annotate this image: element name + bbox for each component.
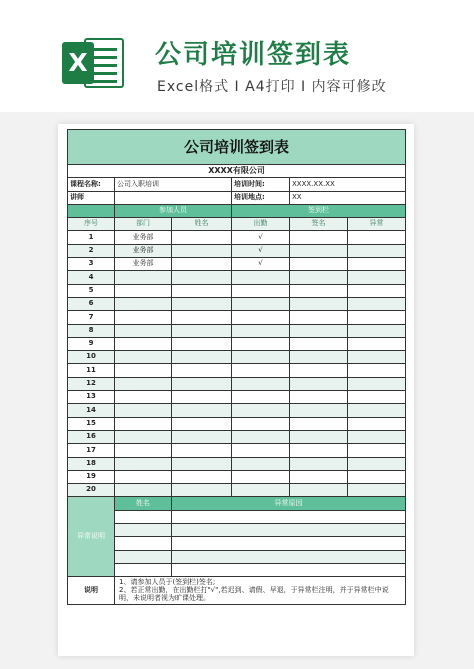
abnormal-row: [68, 537, 406, 550]
lecturer-value[interactable]: [115, 191, 232, 204]
note-line-2: 2、若正常出勤，在出勤栏打"√",若迟到、请假、早退，于异常栏注明，并于异常栏中说明，未说明者视为旷课处理。: [119, 585, 389, 602]
attendance-row: [68, 430, 406, 443]
attendance-row: [68, 351, 406, 364]
row-attend[interactable]: [232, 297, 290, 310]
row-sign[interactable]: [290, 377, 348, 390]
row-attend[interactable]: [232, 430, 290, 443]
row-number: 11: [68, 364, 115, 377]
row-name[interactable]: [172, 337, 232, 350]
abnormal-reason-cell[interactable]: [172, 510, 406, 523]
abnormal-header-row: [68, 497, 406, 510]
row-attend[interactable]: [232, 337, 290, 350]
row-dept[interactable]: [115, 391, 172, 404]
row-sign[interactable]: [290, 391, 348, 404]
abnormal-reason-cell[interactable]: [172, 563, 406, 576]
row-attend[interactable]: √: [232, 231, 290, 244]
attendance-row: [68, 337, 406, 350]
col-no-header: 序号: [68, 218, 115, 231]
row-dept[interactable]: [115, 484, 172, 497]
row-number: 20: [68, 484, 115, 497]
row-dept[interactable]: [115, 284, 172, 297]
row-attend[interactable]: √: [232, 258, 290, 271]
row-abnormal[interactable]: [348, 364, 406, 377]
banner-title: 公司培训签到表: [155, 40, 352, 70]
abnormal-row: [68, 510, 406, 523]
row-attend[interactable]: [232, 404, 290, 417]
row-attend[interactable]: [232, 444, 290, 457]
attendance-row: [68, 444, 406, 457]
row-sign[interactable]: [290, 404, 348, 417]
row-name[interactable]: [172, 391, 232, 404]
abnormal-col-name: 姓名: [115, 497, 172, 510]
row-sign[interactable]: [290, 351, 348, 364]
row-name[interactable]: [172, 231, 232, 244]
row-attend[interactable]: [232, 351, 290, 364]
excel-icon: [62, 36, 124, 90]
company-name: XXXX有限公司: [68, 165, 406, 178]
row-attend[interactable]: [232, 271, 290, 284]
place-value[interactable]: XX: [290, 191, 406, 204]
attendance-row: [68, 391, 406, 404]
row-abnormal[interactable]: [348, 297, 406, 310]
row-number: 9: [68, 337, 115, 350]
row-number: 10: [68, 351, 115, 364]
row-abnormal[interactable]: [348, 470, 406, 483]
row-name[interactable]: [172, 364, 232, 377]
abnormal-reason-cell[interactable]: [172, 537, 406, 550]
col-name-header: 姓名: [172, 218, 232, 231]
note-content: [115, 577, 406, 605]
attendance-row: [68, 311, 406, 324]
row-abnormal[interactable]: [348, 430, 406, 443]
row-sign[interactable]: [290, 470, 348, 483]
row-attend[interactable]: [232, 417, 290, 430]
row-dept[interactable]: [115, 297, 172, 310]
row-abnormal[interactable]: [348, 258, 406, 271]
time-label: 培训时间:: [232, 178, 290, 191]
attendance-row: [68, 404, 406, 417]
row-sign[interactable]: [290, 311, 348, 324]
abnormal-name-cell[interactable]: [115, 537, 172, 550]
row-attend[interactable]: [232, 457, 290, 470]
form-title: 公司培训签到表: [68, 130, 406, 165]
row-name[interactable]: [172, 457, 232, 470]
row-name[interactable]: [172, 444, 232, 457]
row-name[interactable]: [172, 244, 232, 257]
lecturer-label: 讲师: [68, 191, 115, 204]
row-attend[interactable]: [232, 364, 290, 377]
row-sign[interactable]: [290, 457, 348, 470]
row-number: 15: [68, 417, 115, 430]
attendance-row: [68, 231, 406, 244]
row-number: 17: [68, 444, 115, 457]
row-dept[interactable]: [115, 311, 172, 324]
attendance-row: [68, 324, 406, 337]
row-number: 18: [68, 457, 115, 470]
row-sign[interactable]: [290, 258, 348, 271]
row-number: 12: [68, 377, 115, 390]
row-abnormal[interactable]: [348, 417, 406, 430]
row-dept[interactable]: [115, 457, 172, 470]
abnormal-name-cell[interactable]: [115, 524, 172, 537]
row-number: 16: [68, 430, 115, 443]
row-sign[interactable]: [290, 231, 348, 244]
attendance-row: [68, 244, 406, 257]
abnormal-row: [68, 550, 406, 563]
abnormal-col-reason: 异常原因: [172, 497, 406, 510]
row-number: 1: [68, 231, 115, 244]
row-sign[interactable]: [290, 284, 348, 297]
row-dept[interactable]: [115, 430, 172, 443]
row-dept[interactable]: [115, 404, 172, 417]
attendance-row: [68, 470, 406, 483]
attendance-row: [68, 457, 406, 470]
row-abnormal[interactable]: [348, 231, 406, 244]
row-sign[interactable]: [290, 364, 348, 377]
attendance-row: [68, 364, 406, 377]
row-dept[interactable]: [115, 444, 172, 457]
abnormal-section-label: 异常说明: [68, 497, 115, 577]
note-line-1: 1、请参加人员于(签到栏)签名;: [119, 578, 216, 587]
row-dept[interactable]: [115, 337, 172, 350]
row-dept[interactable]: 业务部: [115, 244, 172, 257]
row-number: 7: [68, 311, 115, 324]
course-label: 课程名称:: [68, 178, 115, 191]
row-abnormal[interactable]: [348, 457, 406, 470]
notes-row: [68, 577, 406, 605]
attendance-row: [68, 284, 406, 297]
row-name[interactable]: [172, 417, 232, 430]
excel-badge: X: [62, 42, 94, 84]
row-sign[interactable]: [290, 484, 348, 497]
attendance-row: [68, 297, 406, 310]
row-attend[interactable]: [232, 311, 290, 324]
row-name[interactable]: [172, 258, 232, 271]
row-dept[interactable]: [115, 377, 172, 390]
row-abnormal[interactable]: [348, 391, 406, 404]
row-number: 8: [68, 324, 115, 337]
row-number: 6: [68, 297, 115, 310]
row-dept[interactable]: [115, 271, 172, 284]
col-dept-header: 部门: [115, 218, 172, 231]
attendance-row: [68, 377, 406, 390]
col-abnormal-header: 异常: [348, 218, 406, 231]
row-sign[interactable]: [290, 430, 348, 443]
row-dept[interactable]: 业务部: [115, 231, 172, 244]
attendance-row: [68, 417, 406, 430]
row-sign[interactable]: [290, 444, 348, 457]
abnormal-reason-cell[interactable]: [172, 550, 406, 563]
row-number: 3: [68, 258, 115, 271]
row-number: 13: [68, 391, 115, 404]
row-abnormal[interactable]: [348, 244, 406, 257]
row-abnormal[interactable]: [348, 271, 406, 284]
row-attend[interactable]: [232, 377, 290, 390]
col-attend-header: 出勤: [232, 218, 290, 231]
abnormal-name-cell[interactable]: [115, 563, 172, 576]
col-sign-header: 签名: [290, 218, 348, 231]
row-name[interactable]: [172, 311, 232, 324]
row-attend[interactable]: [232, 284, 290, 297]
row-sign[interactable]: [290, 417, 348, 430]
row-number: 2: [68, 244, 115, 257]
row-name[interactable]: [172, 484, 232, 497]
row-abnormal[interactable]: [348, 351, 406, 364]
row-attend[interactable]: [232, 484, 290, 497]
attendance-row: [68, 484, 406, 497]
abnormal-row: [68, 563, 406, 576]
row-abnormal[interactable]: [348, 324, 406, 337]
row-sign[interactable]: [290, 337, 348, 350]
attendance-row: [68, 271, 406, 284]
row-name[interactable]: [172, 470, 232, 483]
row-attend[interactable]: [232, 391, 290, 404]
row-attend[interactable]: √: [232, 244, 290, 257]
row-number: 19: [68, 470, 115, 483]
row-name[interactable]: [172, 284, 232, 297]
row-abnormal[interactable]: [348, 284, 406, 297]
row-sign[interactable]: [290, 244, 348, 257]
row-abnormal[interactable]: [348, 404, 406, 417]
row-sign[interactable]: [290, 271, 348, 284]
row-abnormal[interactable]: [348, 311, 406, 324]
row-name[interactable]: [172, 297, 232, 310]
row-sign[interactable]: [290, 324, 348, 337]
row-number: 14: [68, 404, 115, 417]
row-name[interactable]: [172, 404, 232, 417]
section-signin: 签到栏: [232, 204, 406, 217]
abnormal-name-cell[interactable]: [115, 550, 172, 563]
course-value[interactable]: 公司入职培训: [115, 178, 232, 191]
time-value[interactable]: XXXX.XX.XX: [290, 178, 406, 191]
row-name[interactable]: [172, 430, 232, 443]
note-label: 说明: [68, 577, 115, 605]
promo-banner: [0, 0, 474, 112]
row-number: 4: [68, 271, 115, 284]
header-blank-cell: [68, 204, 115, 217]
row-abnormal[interactable]: [348, 377, 406, 390]
row-sign[interactable]: [290, 297, 348, 310]
row-number: 5: [68, 284, 115, 297]
row-name[interactable]: [172, 377, 232, 390]
row-name[interactable]: [172, 271, 232, 284]
row-dept[interactable]: [115, 470, 172, 483]
row-dept[interactable]: [115, 364, 172, 377]
banner-subtitle: Excel格式 I A4打印 I 内容可修改: [157, 79, 387, 95]
row-abnormal[interactable]: [348, 337, 406, 350]
row-attend[interactable]: [232, 470, 290, 483]
row-name[interactable]: [172, 351, 232, 364]
abnormal-name-cell[interactable]: [115, 510, 172, 523]
row-dept[interactable]: [115, 417, 172, 430]
row-dept[interactable]: 业务部: [115, 258, 172, 271]
row-attend[interactable]: [232, 324, 290, 337]
row-name[interactable]: [172, 324, 232, 337]
row-dept[interactable]: [115, 351, 172, 364]
row-dept[interactable]: [115, 324, 172, 337]
abnormal-reason-cell[interactable]: [172, 524, 406, 537]
abnormal-row: [68, 524, 406, 537]
place-label: 培训地点:: [232, 191, 290, 204]
row-abnormal[interactable]: [348, 484, 406, 497]
signin-form-table: [67, 129, 406, 605]
row-abnormal[interactable]: [348, 444, 406, 457]
attendance-row: [68, 258, 406, 271]
section-participants: 参加人员: [115, 204, 232, 217]
